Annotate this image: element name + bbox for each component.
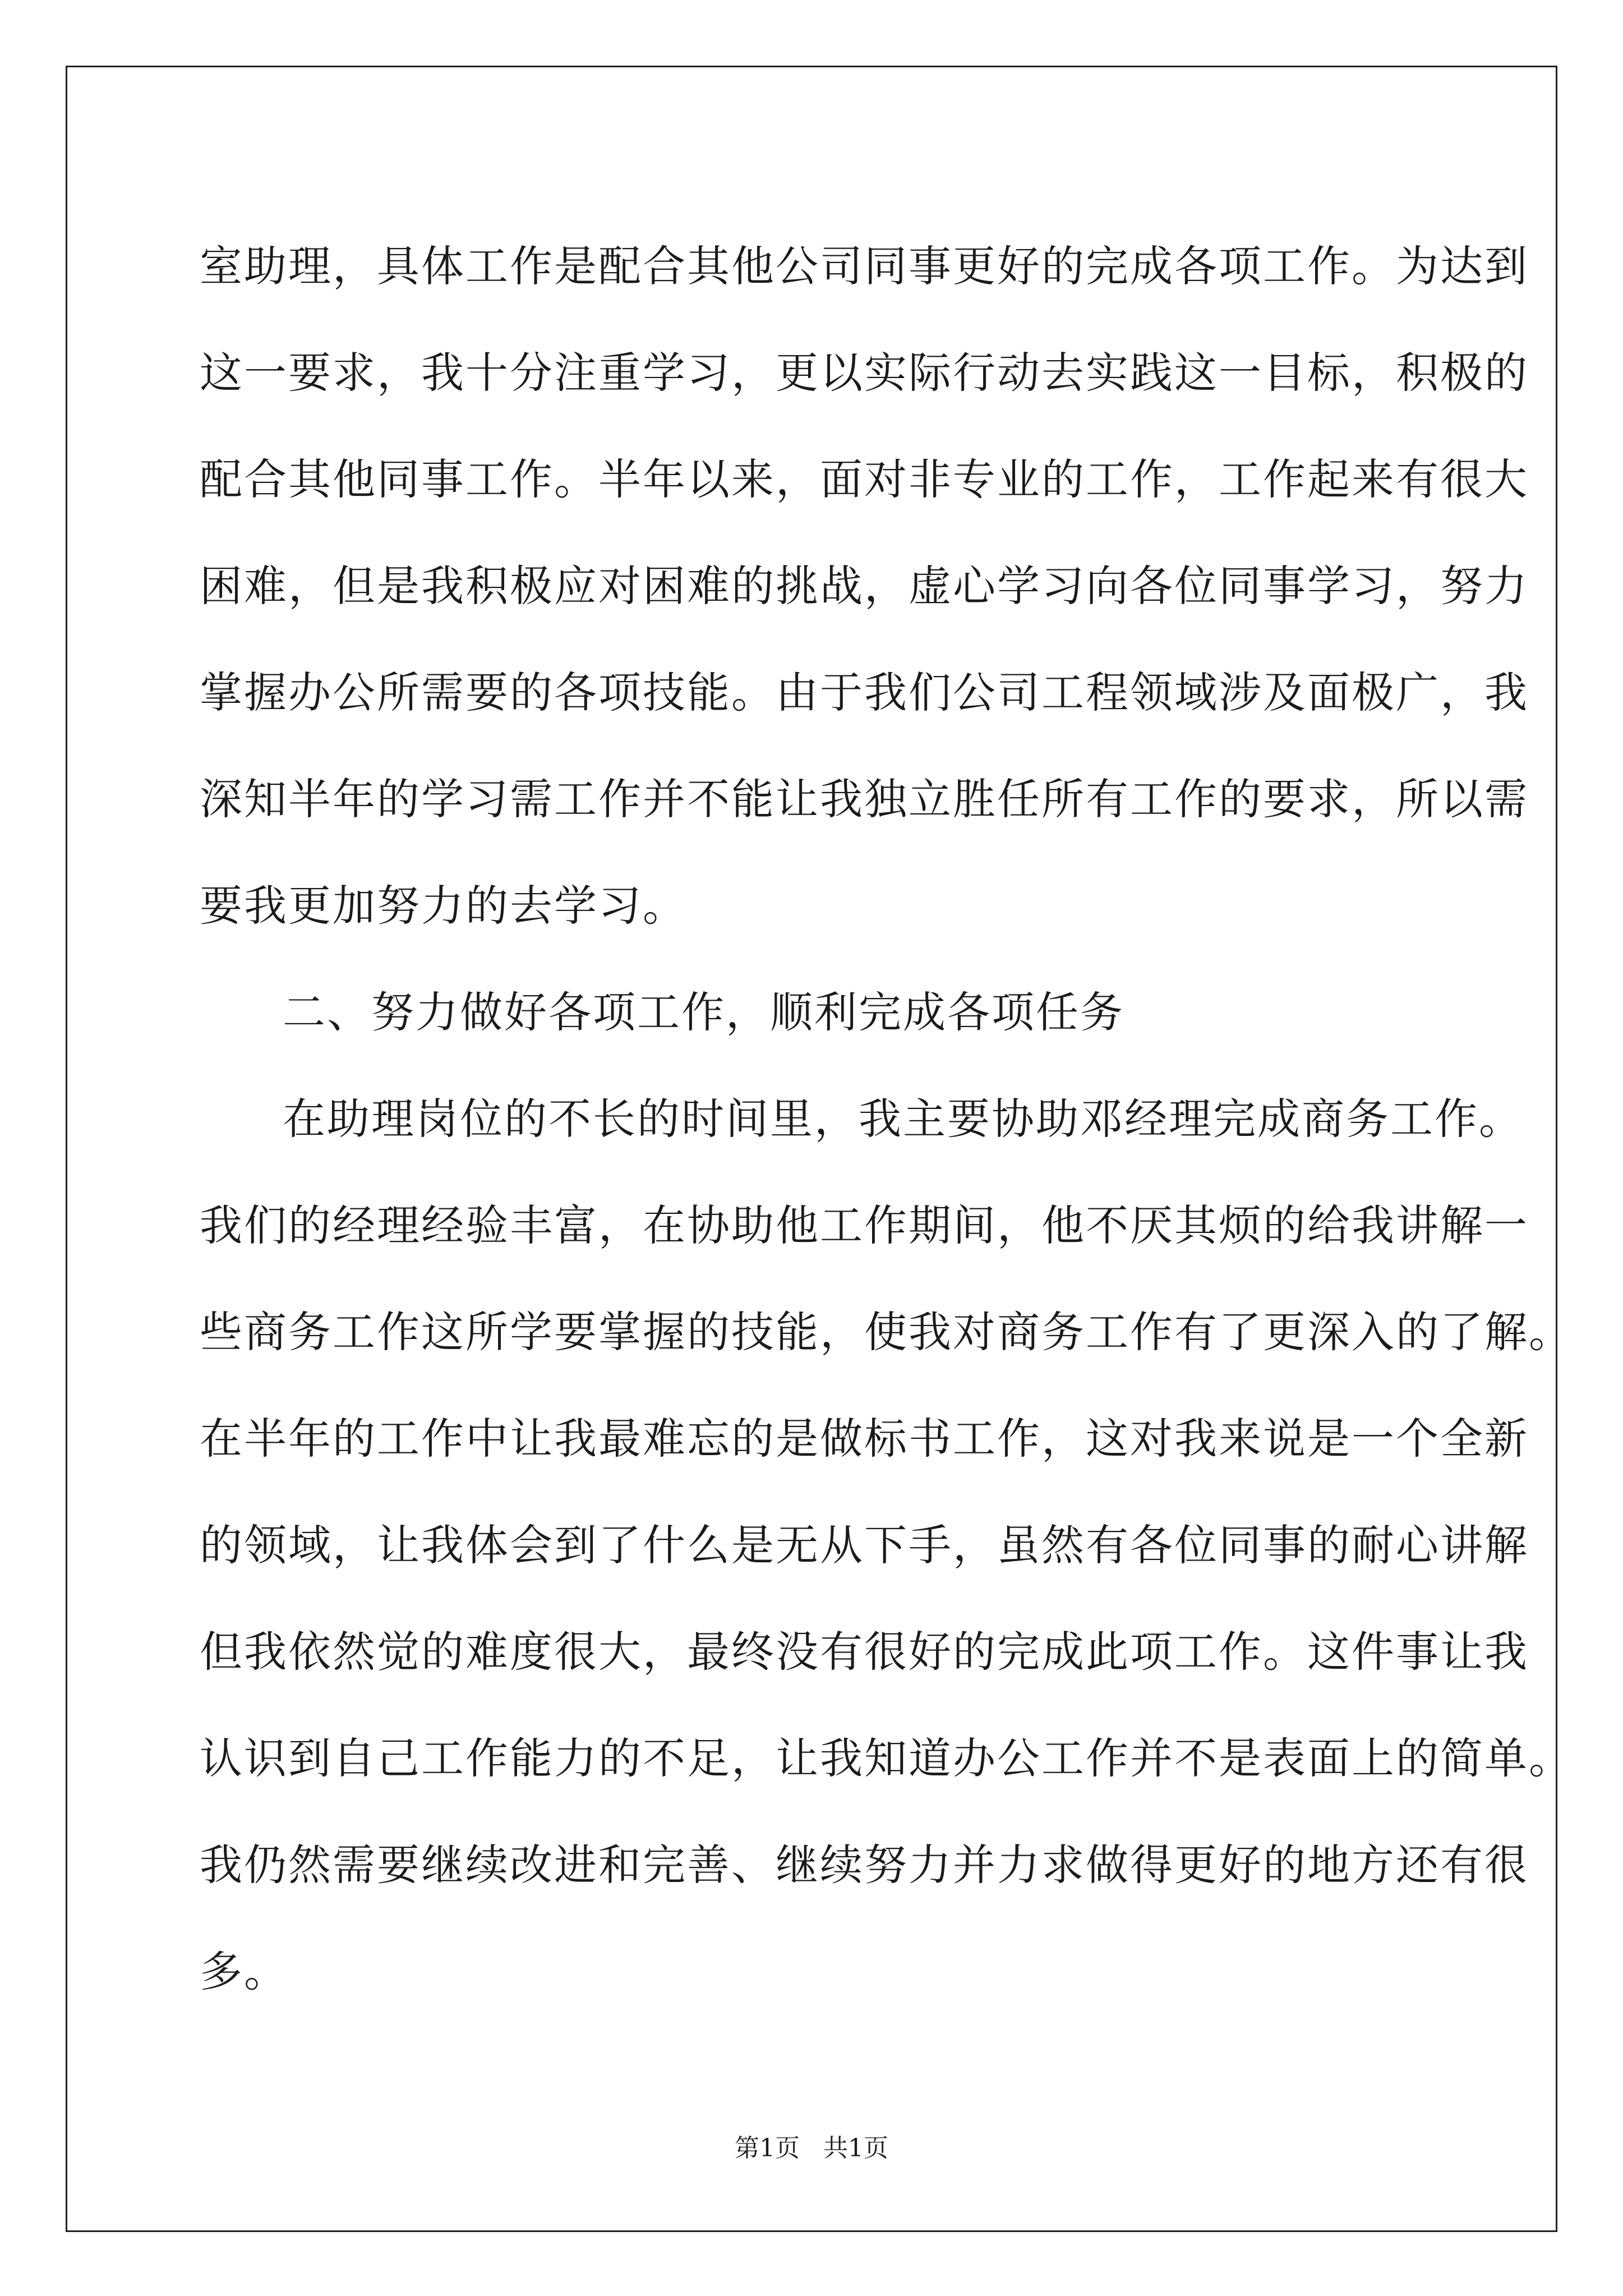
text-line: 我仍然需要继续改进和完善、继续努力并力求做得更好的地方还有很 xyxy=(200,1840,1529,1890)
document-body xyxy=(200,213,1573,2025)
text-line: 认识到自己工作能力的不足，让我知道办公工作并不是表面上的简单。 xyxy=(200,1733,1573,1783)
text-line: 困难，但是我积极应对困难的挑战，虚心学习向各位同事学习，努力 xyxy=(200,561,1529,611)
text-line: 但我依然觉的难度很大，最终没有很好的完成此项工作。这件事让我 xyxy=(200,1627,1529,1677)
section-heading: 二、努力做好各项工作，顺利完成各项任务 xyxy=(283,987,1124,1037)
text-line: 要我更加努力的去学习。 xyxy=(200,881,687,931)
page-number-footer: 第1页 共1页 xyxy=(735,2134,888,2162)
text-line: 些商务工作这所学要掌握的技能，使我对商务工作有了更深入的了解。 xyxy=(200,1307,1573,1357)
text-line: 的领域，让我体会到了什么是无从下手，虽然有各位同事的耐心讲解 xyxy=(200,1520,1529,1570)
text-line: 我们的经理经验丰富，在协助他工作期间，他不厌其烦的给我讲解一 xyxy=(200,1200,1529,1250)
text-line: 室助理，具体工作是配合其他公司同事更好的完成各项工作。为达到 xyxy=(200,241,1529,291)
text-line: 这一要求，我十分注重学习，更以实际行动去实践这一目标，积极的 xyxy=(200,348,1529,398)
text-line: 掌握办公所需要的各项技能。由于我们公司工程领域涉及面极广，我 xyxy=(200,668,1529,717)
text-line: 多。 xyxy=(200,1947,288,1996)
text-line: 在半年的工作中让我最难忘的是做标书工作，这对我来说是一个全新 xyxy=(200,1414,1529,1464)
text-line: 配合其他同事工作。半年以来，面对非专业的工作，工作起来有很大 xyxy=(200,454,1529,504)
text-line: 在助理岗位的不长的时间里，我主要协助邓经理完成商务工作。 xyxy=(283,1094,1523,1144)
text-line: 深知半年的学习需工作并不能让我独立胜任所有工作的要求，所以需 xyxy=(200,774,1529,824)
